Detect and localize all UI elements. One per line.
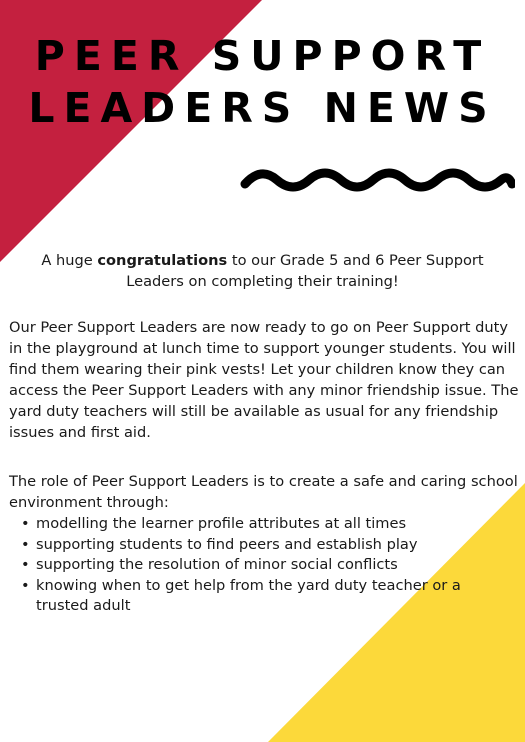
title-line-2: LEADERS NEWS — [28, 84, 497, 132]
title-line-1: PEER SUPPORT — [34, 32, 491, 80]
intro-after: to our Grade 5 and 6 Peer Support Leaders on completing their training! — [126, 252, 484, 290]
intro-text — [20, 250, 505, 292]
role-bullet-list — [19, 514, 499, 617]
list-item: • supporting students to find peers and establish play — [19, 535, 499, 556]
page-title — [0, 30, 525, 134]
list-item: • knowing when to get help from the yard duty teacher or a trusted adult — [19, 576, 499, 617]
paragraph-duty: Our Peer Support Leaders are now ready to go on Peer Support duty in the playground at lunch time to support younger students. You will find them wearing their pink vests! Let your children know they can access the Peer Support Leaders with any minor friendship issue. The yard duty teachers will still be available as usual for any friendship issues and first aid. — [9, 319, 519, 441]
list-item: • modelling the learner profile attributes at all times — [19, 514, 499, 535]
squiggle-divider — [240, 162, 515, 198]
list-item: • supporting the resolution of minor social conflicts — [19, 555, 499, 576]
paragraph-role: The role of Peer Support Leaders is to create a safe and caring school environment through: — [9, 473, 518, 511]
intro-bold: congratulations — [97, 252, 228, 269]
intro-before: A huge — [41, 252, 98, 269]
